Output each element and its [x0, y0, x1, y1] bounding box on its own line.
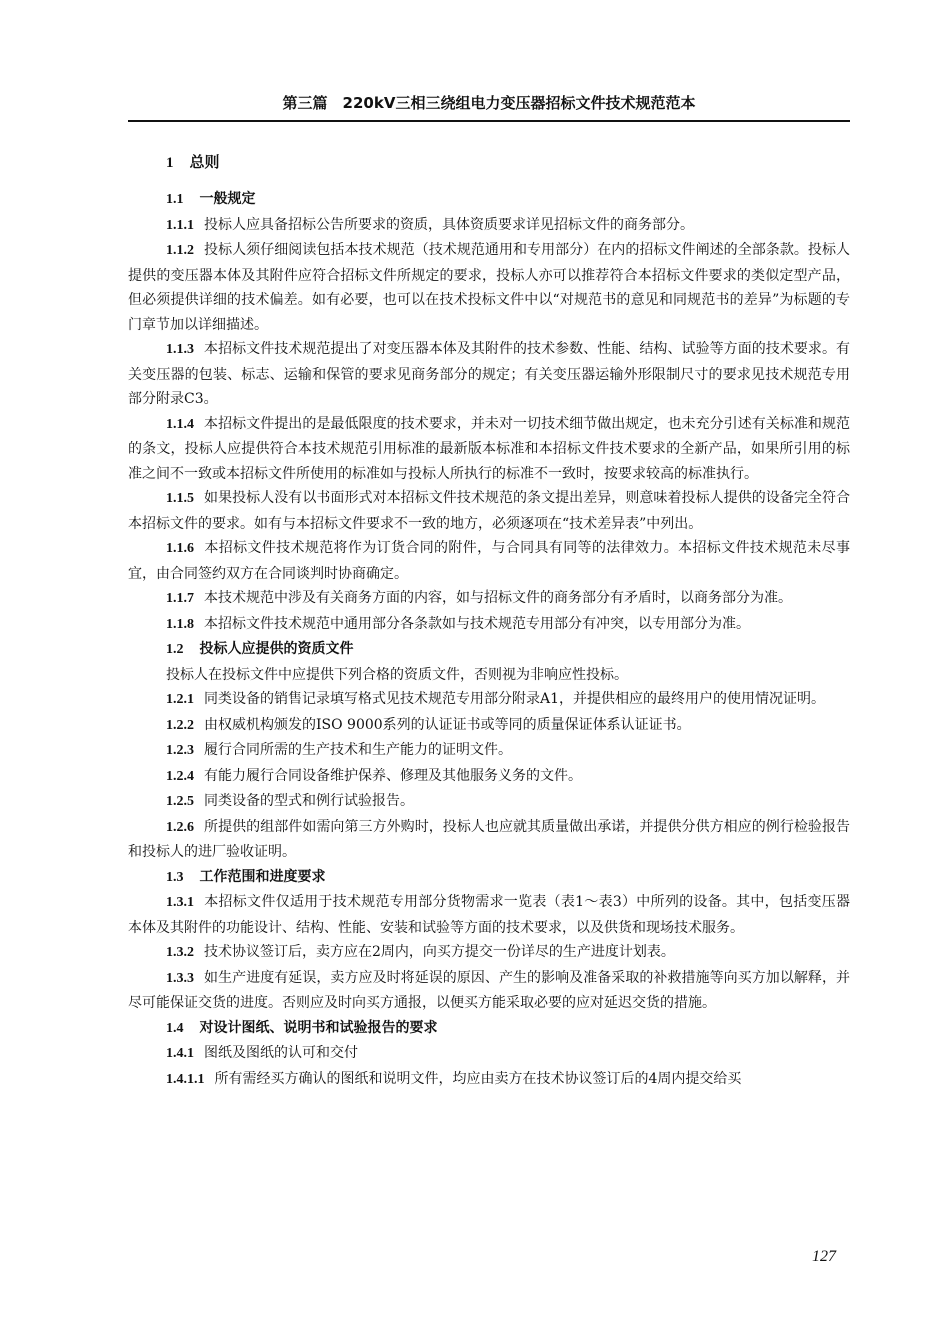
clause-number: 1.2	[166, 642, 184, 657]
clause-paragraph	[128, 890, 850, 940]
clause-number: 1.1	[166, 192, 184, 207]
clause-number: 1.2.2	[166, 717, 194, 733]
clause-number: 1.1.4	[166, 416, 194, 432]
clause-number: 1.4.1.1	[166, 1071, 205, 1087]
clause-number: 1.2.3	[166, 743, 194, 758]
clause-text: 本招标文件技术规范将作为订货合同的附件，与合同具有同等的法律效力。本招标文件技术规范未尽事宜，由合同签约双方在合同谈判时协商确定。	[128, 540, 850, 582]
document-body	[128, 147, 850, 1092]
clause-text: 本招标文件技术规范提出了对变压器本体及其附件的技术参数、性能、结构、试验等方面的技术要求。有关变压器的包装、标志、运输和保管的要求见商务部分的规定；有关变压器运输外形限制尺寸的要求见技术规范专用部分附录C3。	[128, 341, 850, 407]
clause-paragraph	[128, 612, 850, 638]
clause-number: 1.1.2	[166, 243, 194, 258]
clause-paragraph	[128, 486, 850, 536]
clause-number: 1	[166, 155, 174, 171]
clause-text: 如生产进度有延误，卖方应及时将延误的原因、产生的影响及准备采取的补救措施等向买方加以解释，并尽可能保证交货的进度。否则应及时向买方通报，以便买方能采取必要的应对延迟交货的措施。	[128, 969, 850, 1011]
page-number: 127	[812, 1248, 836, 1265]
subsection-heading	[128, 187, 850, 213]
clause-number: 1.2.1	[166, 692, 194, 707]
clause-text: 有能力履行合同设备维护保养、修理及其他服务义务的文件。	[204, 767, 582, 784]
clause-text: 对设计图纸、说明书和试验报告的要求	[199, 1019, 438, 1036]
clause-paragraph	[128, 738, 850, 764]
clause-paragraph	[128, 213, 850, 239]
clause-number: 1.1.8	[166, 616, 194, 632]
clause-number: 1.3.2	[166, 945, 194, 960]
subsection-heading	[128, 1016, 850, 1042]
clause-number: 1.2.5	[166, 794, 194, 809]
clause-paragraph	[128, 940, 850, 966]
clause-text: 总则	[189, 153, 220, 171]
clause-paragraph	[128, 412, 850, 487]
header-rule	[128, 120, 850, 122]
clause-number: 1.3.3	[166, 970, 194, 986]
clause-number: 1.3.1	[166, 895, 194, 910]
clause-text: 本招标文件技术规范中通用部分各条款如与技术规范专用部分有冲突，以专用部分为准。	[204, 615, 750, 632]
clause-number: 1.2.4	[166, 768, 194, 784]
clause-number: 1.1.1	[166, 217, 194, 233]
clause-text: 技术协议签订后，卖方应在2周内，向买方提交一份详尽的生产进度计划表。	[204, 944, 675, 960]
clause-paragraph	[128, 536, 850, 586]
clause-number: 1.2.6	[166, 819, 194, 835]
subsection-heading	[128, 865, 850, 891]
clause-number: 1.4	[166, 1020, 184, 1036]
clause-number: 1.1.3	[166, 342, 194, 357]
clause-paragraph	[128, 687, 850, 713]
clause-paragraph	[128, 337, 850, 412]
clause-paragraph	[128, 713, 850, 739]
clause-text: 本招标文件仅适用于技术规范专用部分货物需求一览表（表1～表3）中所列的设备。其中，包括变压器本体及其附件的功能设计、结构、性能、安装和试验等方面的技术要求，以及供货和现场技术服务。	[128, 894, 850, 936]
clause-text: 投标人须仔细阅读包括本技术规范（技术规范通用和专用部分）在内的招标文件阐述的全部条款。投标人提供的变压器本体及其附件应符合招标文件所规定的要求，投标人亦可以推荐符合本招标文件要求的类似定型产品，但必须提供详细的技术偏差。如有必要，也可以在技术投标文件中以“对规范书的意见和同规范书的差异”为标题的专门章节加以详细描述。	[128, 242, 850, 333]
clause-paragraph	[128, 789, 850, 815]
clause-text: 投标人应提供的资质文件	[199, 641, 354, 657]
clause-text: 同类设备的型式和例行试验报告。	[204, 793, 414, 809]
clause-number: 1.4.1	[166, 1046, 194, 1061]
clause-text: 履行合同所需的生产技术和生产能力的证明文件。	[204, 742, 512, 758]
clause-text: 图纸及图纸的认可和交付	[204, 1045, 358, 1061]
clause-number: 1.1.6	[166, 541, 194, 556]
running-header: 第三篇 220kV三相三绕组电力变压器招标文件技术规范范本	[282, 94, 696, 112]
clause-paragraph	[128, 1067, 850, 1093]
clause-text: 投标人应具备招标公告所要求的资质，具体资质要求详见招标文件的商务部分。	[204, 216, 694, 233]
clause-text: 如果投标人没有以书面形式对本招标文件技术规范的条文提出差异，则意味着投标人提供的设备完全符合本招标文件的要求。如有与本招标文件要求不一致的地方，必须逐项在“技术差异表”中列出。	[128, 490, 850, 532]
clause-paragraph	[128, 663, 850, 688]
clause-text: 一般规定	[199, 191, 256, 207]
clause-text: 本招标文件提出的是最低限度的技术要求，并未对一切技术细节做出规定，也未充分引述有关标准和规范的条文，投标人应提供符合本技术规范引用标准的最新版本标准和本招标文件技术要求的全新产品，如果所引用的标准之间不一致或本招标文件所使用的标准如与投标人所执行的标准不一致时，按要求较高的标准执行。	[128, 415, 850, 482]
clause-text: 所提供的组部件如需向第三方外购时，投标人也应就其质量做出承诺，并提供分供方相应的例行检验报告和投标人的进厂验收证明。	[128, 818, 850, 860]
section-heading	[128, 147, 850, 187]
clause-paragraph	[128, 815, 850, 865]
clause-number: 1.1.5	[166, 491, 194, 506]
clause-paragraph	[128, 1041, 850, 1067]
clause-number: 1.1.7	[166, 591, 194, 606]
clause-text: 由权威机构颁发的ISO 9000系列的认证证书或等同的质量保证体系认证证书。	[204, 716, 691, 733]
clause-text: 本技术规范中涉及有关商务方面的内容，如与招标文件的商务部分有矛盾时，以商务部分为准。	[204, 590, 792, 606]
clause-text: 投标人在投标文件中应提供下列合格的资质文件，否则视为非响应性投标。	[166, 666, 628, 683]
clause-paragraph	[128, 764, 850, 790]
clause-text: 所有需经买方确认的图纸和说明文件，均应由卖方在技术协议签订后的4周内提交给买	[214, 1070, 742, 1087]
subsection-heading	[128, 637, 850, 663]
clause-paragraph	[128, 966, 850, 1016]
clause-text: 工作范围和进度要求	[199, 868, 326, 885]
clause-paragraph	[128, 238, 850, 337]
clause-text: 同类设备的销售记录填写格式见技术规范专用部分附录A1，并提供相应的最终用户的使用情况证明。	[204, 691, 826, 707]
clause-number: 1.3	[166, 869, 184, 885]
clause-paragraph	[128, 586, 850, 612]
